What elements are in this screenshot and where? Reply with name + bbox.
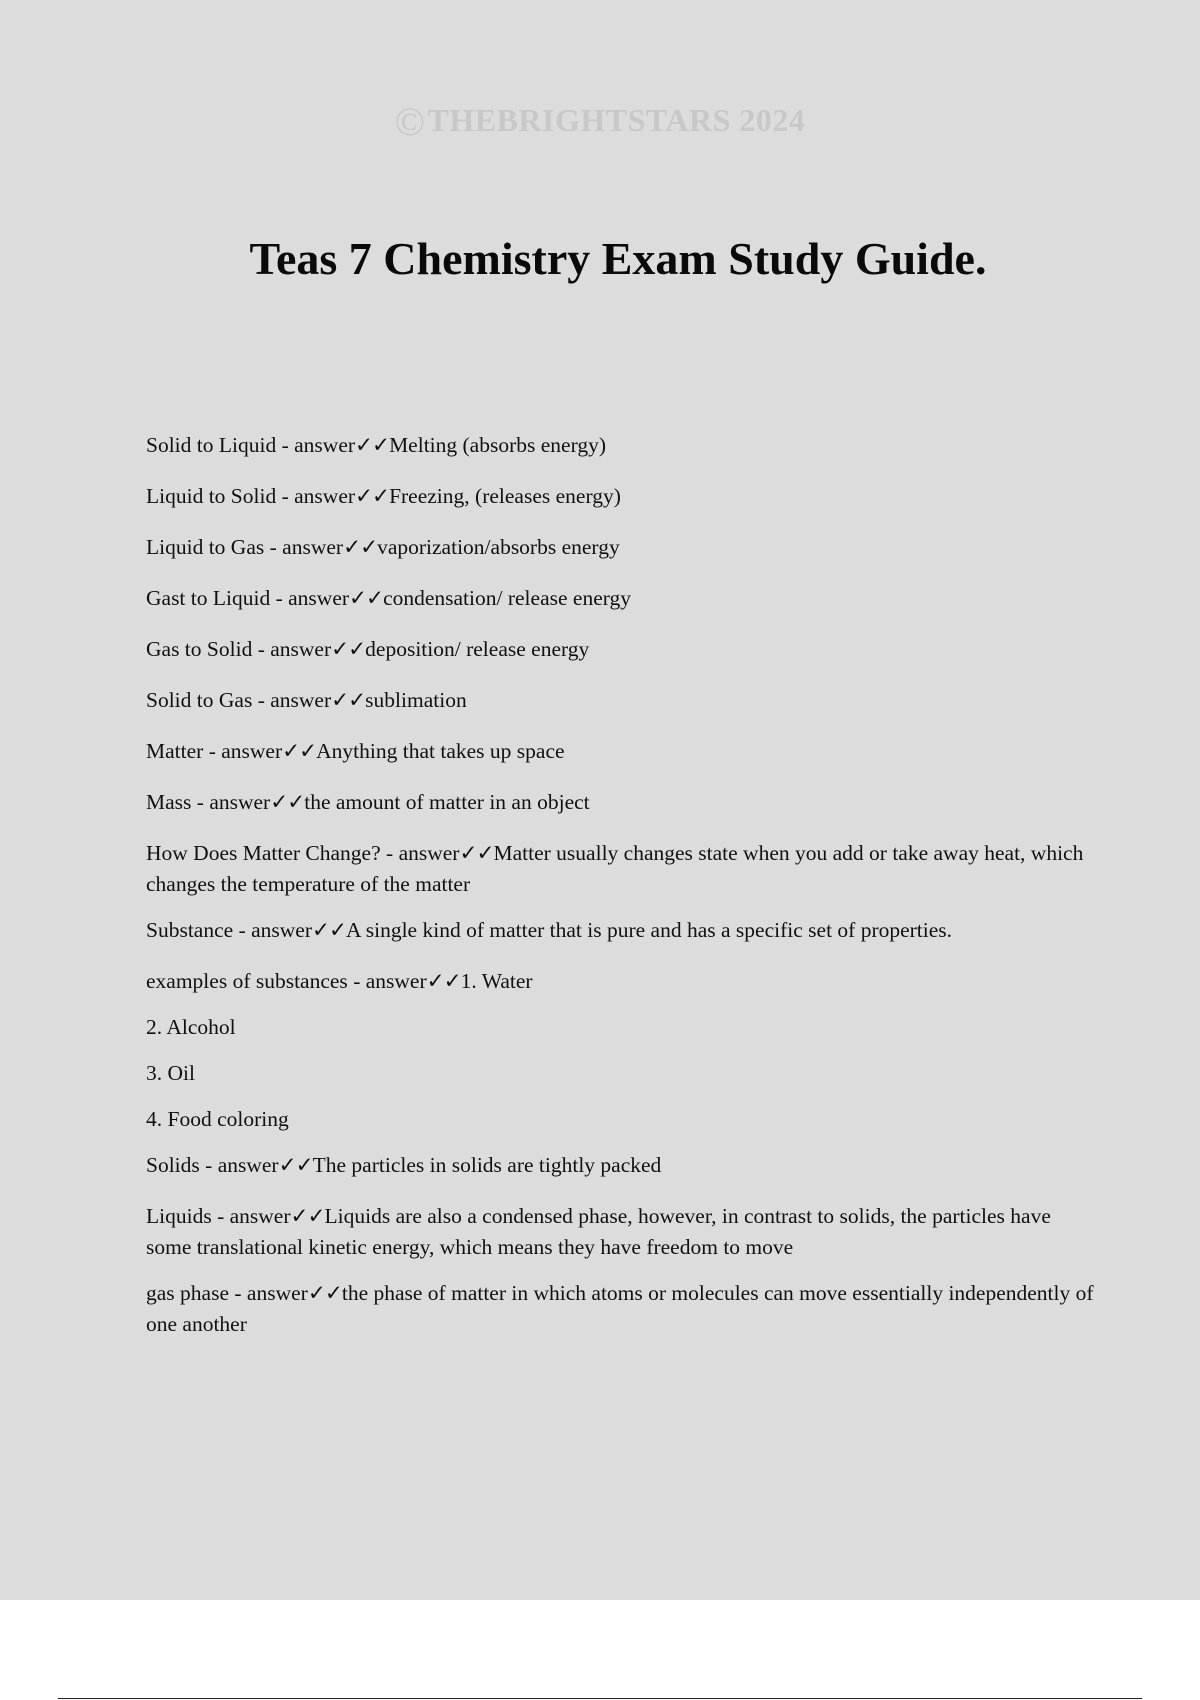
qa-item [146,915,1096,946]
double-check-icon: ✓✓ [355,433,390,457]
qa-item [146,430,1096,461]
sublist-item: 2. Alcohol [146,1015,236,1039]
qa-separator: - answer [252,688,332,712]
qa-item [146,787,1096,818]
qa-answer: Liquids are also a condensed phase, however, in contrast to solids, the particles have some translational kinetic energy, which means they have freedom to move [146,1204,1051,1259]
qa-answer: Anything that takes up space [316,739,565,763]
document-title: Teas 7 Chemistry Exam Study Guide. [249,233,987,284]
qa-term: Solid to Gas [146,688,253,712]
qa-answer: The particles in solids are tightly packed [312,1153,662,1177]
qa-separator: - answer [276,433,356,457]
qa-separator: - answer [233,918,312,942]
qa-list [146,430,1096,1360]
double-check-icon: ✓✓ [307,1281,342,1305]
qa-answer: Freezing, (releases energy) [389,484,621,508]
qa-term: Matter [146,739,204,763]
qa-term: examples of substances [146,969,348,993]
qa-term: gas phase [146,1281,229,1305]
qa-item [146,685,1096,716]
qa-item [146,634,1096,665]
qa-item [146,1201,1096,1263]
qa-separator: - answer [211,1204,291,1228]
qa-answer: the phase of matter in which atoms or molecules can move essentially independently of one another [146,1281,1094,1336]
qa-answer: deposition/ release energy [365,637,590,661]
watermark-text: THEBRIGHTSTARS 2024 [427,102,806,138]
double-check-icon: ✓✓ [459,841,494,865]
qa-item [146,1278,1096,1340]
double-check-icon: ✓✓ [282,739,317,763]
double-check-icon: ✓✓ [426,969,461,993]
qa-answer: vaporization/absorbs energy [377,535,620,559]
qa-separator: - answer [276,484,356,508]
qa-answer: 1. Water [460,969,533,993]
qa-answer: the amount of matter in an object [304,790,590,814]
watermark [0,98,1200,145]
qa-term: Solids [146,1153,200,1177]
qa-item [146,966,1096,997]
qa-term: How Does Matter Change? [146,841,381,865]
footer-divider [58,1698,1142,1699]
sublist-item: 3. Oil [146,1061,195,1085]
qa-term: Solid to Liquid [146,433,277,457]
copyright-symbol: © [394,99,426,144]
qa-term: Substance [146,918,234,942]
qa-answer: Melting (absorbs energy) [389,433,607,457]
double-check-icon: ✓✓ [278,1153,313,1177]
qa-item [146,583,1096,614]
qa-term: Liquids [146,1204,212,1228]
qa-separator: - answer [252,637,332,661]
double-check-icon: ✓✓ [290,1204,325,1228]
qa-separator: - answer [229,1281,308,1305]
qa-separator: - answer [347,969,427,993]
double-check-icon: ✓✓ [349,586,384,610]
qa-item [146,838,1096,900]
qa-term: Liquid to Solid [146,484,277,508]
qa-separator: - answer [264,535,344,559]
qa-separator: - answer [199,1153,279,1177]
qa-term: Gas to Solid [146,637,253,661]
double-check-icon: ✓✓ [343,535,378,559]
double-check-icon: ✓✓ [331,688,366,712]
qa-item [146,532,1096,563]
qa-separator: - answer [203,739,283,763]
qa-answer: A single kind of matter that is pure and has a specific set of properties. [346,918,953,942]
qa-term: Liquid to Gas [146,535,265,559]
qa-separator: - answer [191,790,271,814]
qa-separator: - answer [380,841,460,865]
qa-answer: sublimation [365,688,467,712]
double-check-icon: ✓✓ [270,790,305,814]
qa-separator: - answer [270,586,350,610]
qa-term: Mass [146,790,192,814]
qa-item [146,1150,1096,1181]
qa-item [146,736,1096,767]
double-check-icon: ✓✓ [331,637,366,661]
double-check-icon: ✓✓ [355,484,390,508]
double-check-icon: ✓✓ [312,918,347,942]
qa-answer: condensation/ release energy [383,586,632,610]
qa-term: Gast to Liquid [146,586,271,610]
qa-answer: Matter usually changes state when you add or take away heat, which changes the temperature of the matter [146,841,1084,896]
qa-item [146,481,1096,512]
sublist-item: 4. Food coloring [146,1107,289,1131]
